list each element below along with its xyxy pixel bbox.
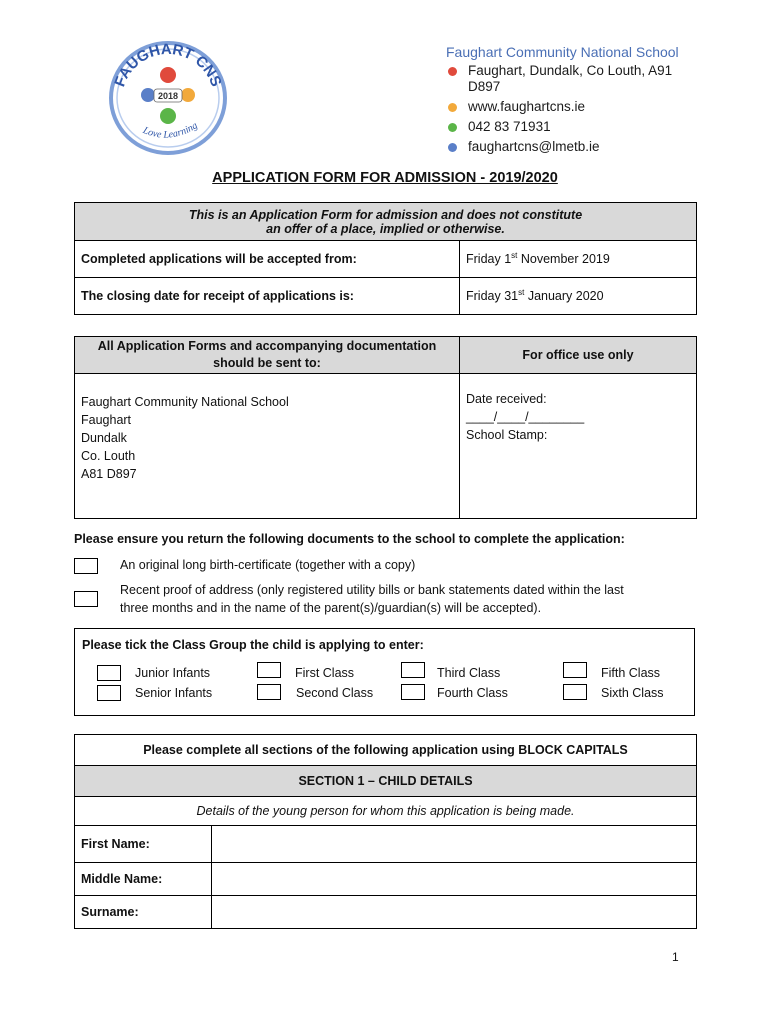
block-capitals-instruction: Please complete all sections of the following application using BLOCK CAPITALS <box>75 735 697 766</box>
fifth-class-checkbox[interactable] <box>563 662 587 678</box>
web-dot-icon <box>448 103 457 112</box>
junior-infants-label: Junior Infants <box>135 666 211 680</box>
send-to-header: All Application Forms and accompanying documentation should be sent to: <box>75 337 460 374</box>
email-dot-icon <box>448 143 457 152</box>
senior-infants-checkbox[interactable] <box>97 685 121 701</box>
fourth-class-label: Fourth Class <box>437 686 508 700</box>
third-class-checkbox[interactable] <box>401 662 425 678</box>
proof-of-address-label: Recent proof of address (only registered utility bills or bank statements dated within the last three months and in the name of the parent(s)/guardian(s) will be accepted). <box>120 583 624 615</box>
address-table <box>74 336 697 519</box>
logo-name: FAUGHART CNS <box>111 40 225 90</box>
birth-cert-label: An original long birth-certificate (together with a copy) <box>120 558 416 572</box>
date-received-label: Date received: <box>466 392 547 406</box>
intro-table <box>74 202 697 315</box>
section1-subtitle: Details of the young person for whom this application is being made. <box>75 797 697 826</box>
second-class-label: Second Class <box>296 686 374 700</box>
closing-value: Friday 31st January 2020 <box>460 278 697 315</box>
first-name-label: First Name: <box>75 826 212 863</box>
contact-website[interactable]: www.faughartcns.ie <box>446 99 746 115</box>
fourth-class-checkbox[interactable] <box>401 684 425 700</box>
senior-infants-label: Senior Infants <box>135 686 213 700</box>
section1-header: SECTION 1 – CHILD DETAILS <box>75 766 697 797</box>
logo-year: 2018 <box>157 91 179 101</box>
class-group-box <box>74 628 695 716</box>
fifth-class-label: Fifth Class <box>601 666 661 680</box>
page-number: 1 <box>672 950 679 964</box>
proof-of-address-checkbox[interactable] <box>74 591 98 607</box>
office-use-header: For office use only <box>460 337 697 374</box>
second-class-checkbox[interactable] <box>257 684 281 700</box>
section1-table <box>74 734 697 929</box>
contact-email[interactable]: faughartcns@lmetb.ie <box>446 139 746 155</box>
middle-name-label: Middle Name: <box>75 863 212 896</box>
phone-dot-icon <box>448 123 457 132</box>
class-group-heading: Please tick the Class Group the child is applying to enter: <box>82 638 424 652</box>
birth-cert-checkbox[interactable] <box>74 558 98 574</box>
middle-name-input[interactable] <box>212 863 697 896</box>
contact-phone: 042 83 71931 <box>446 119 746 135</box>
surname-label: Surname: <box>75 896 212 929</box>
address-dot-icon <box>448 67 457 76</box>
school-address: Faughart Community National School Faughart Dundalk Co. Louth A81 D897 <box>75 374 460 519</box>
contact-address: Faughart, Dundalk, Co Louth, A91 D897 <box>446 63 746 95</box>
accepted-label: Completed applications will be accepted from: <box>75 241 460 278</box>
surname-input[interactable] <box>212 896 697 929</box>
form-title: APPLICATION FORM FOR ADMISSION - 2019/2020 <box>212 170 558 186</box>
first-class-label: First Class <box>295 666 355 680</box>
third-class-label: Third Class <box>437 666 501 680</box>
contact-block <box>446 44 746 159</box>
first-name-input[interactable] <box>212 826 697 863</box>
school-logo <box>108 40 228 156</box>
notice-cell: This is an Application Form for admission and does not constitute an offer of a place, implied or otherwise. <box>75 203 697 241</box>
school-stamp-label: School Stamp: <box>466 428 548 442</box>
date-received-field[interactable]: ____/____/________ <box>466 410 585 424</box>
closing-label: The closing date for receipt of applications is: <box>75 278 460 315</box>
documents-heading: Please ensure you return the following documents to the school to complete the application: <box>74 532 625 546</box>
accepted-value: Friday 1st November 2019 <box>460 241 697 278</box>
office-use-area <box>460 374 697 519</box>
junior-infants-checkbox[interactable] <box>97 665 121 681</box>
first-class-checkbox[interactable] <box>257 662 281 678</box>
sixth-class-checkbox[interactable] <box>563 684 587 700</box>
sixth-class-label: Sixth Class <box>601 686 664 700</box>
school-name: Faughart Community National School <box>446 44 679 60</box>
logo-motto: Love Learning <box>141 120 200 141</box>
